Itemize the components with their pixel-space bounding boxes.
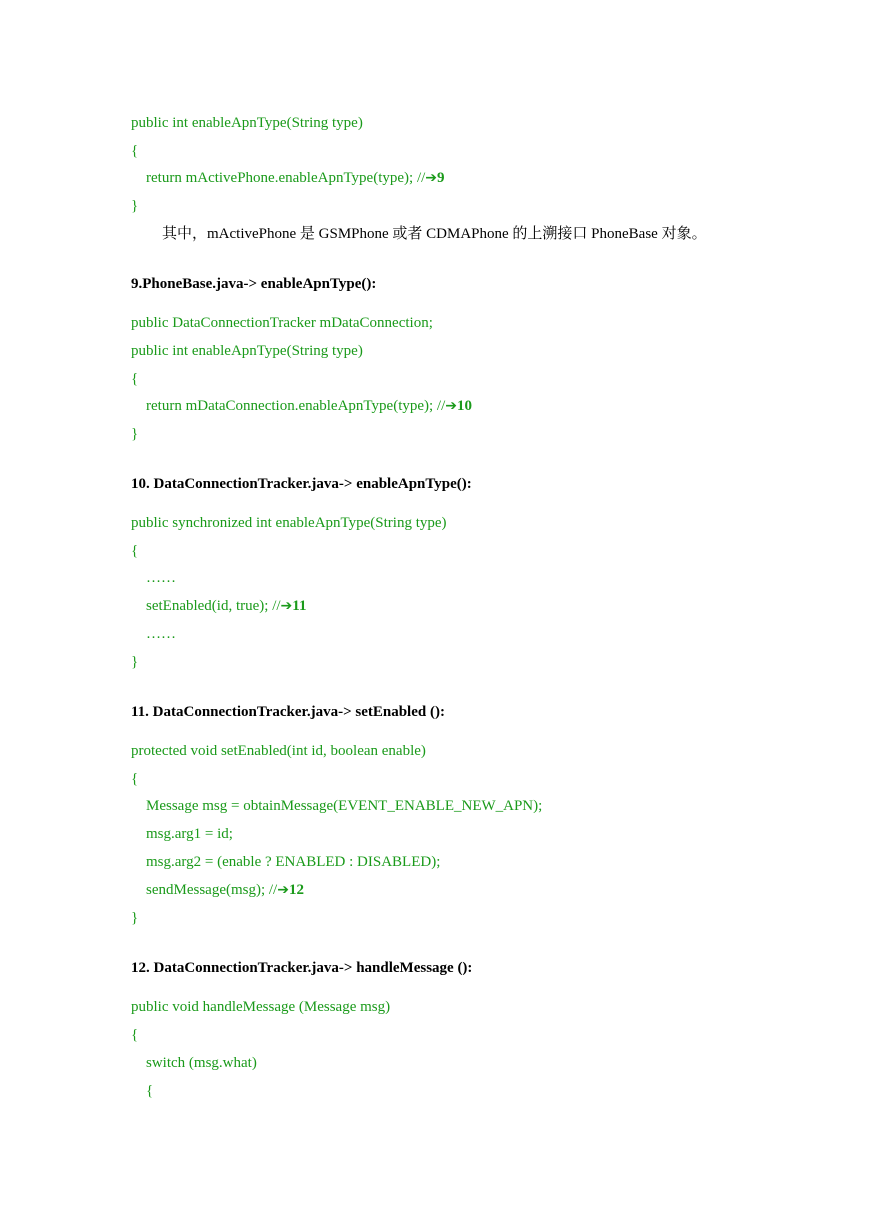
code-line-signature: protected void setEnabled(int id, boolean enable) [131, 743, 426, 759]
arrow-right-icon: ➔ [280, 598, 293, 614]
code-line: msg.arg2 = (enable ? ENABLED : DISABLED); [146, 854, 441, 870]
code-text: sendMessage(msg); // [146, 882, 278, 898]
step-reference: 10 [457, 398, 473, 414]
arrow-right-icon: ➔ [277, 882, 289, 898]
code-brace-close: } [131, 654, 139, 670]
code-brace-close: } [131, 910, 139, 926]
section-heading-10: 10. DataConnectionTracker.java-> enableApnType(): [131, 476, 472, 492]
code-brace-open: { [131, 1027, 139, 1043]
code-text: setEnabled(id, true); // [146, 598, 281, 614]
code-line-field: public DataConnectionTracker mDataConnection; [131, 315, 433, 331]
step-reference: 11 [292, 598, 307, 614]
step-reference: 12 [288, 882, 304, 898]
code-ellipsis: …… [146, 570, 176, 586]
code-line-send [146, 881, 304, 899]
code-line-signature: public int enableApnType(String type) [131, 343, 363, 359]
code-brace-close: } [131, 426, 139, 442]
code-brace-open: { [146, 1083, 154, 1099]
code-text: return mDataConnection.enableApnType(type); // [146, 398, 446, 414]
code-brace-open: { [131, 543, 139, 559]
code-line-return [146, 169, 445, 187]
code-brace-open: { [131, 371, 139, 387]
code-line-return [146, 397, 472, 415]
section-heading-9: 9.PhoneBase.java-> enableApnType(): [131, 276, 377, 292]
code-line-call [146, 597, 306, 615]
code-ellipsis: …… [146, 626, 176, 642]
arrow-right-icon: ➔ [445, 398, 458, 414]
code-line: msg.arg1 = id; [146, 826, 233, 842]
explanatory-paragraph: 其中，mActivePhone 是 GSMPhone 或者 CDMAPhone 的上溯接口 PhoneBase 对象。 [162, 226, 707, 242]
code-line-signature: public int enableApnType(String type) [131, 115, 363, 131]
section-heading-12: 12. DataConnectionTracker.java-> handleMessage (): [131, 960, 473, 976]
code-line-signature: public synchronized int enableApnType(String type) [131, 515, 447, 531]
code-brace-open: { [131, 771, 139, 787]
code-line-signature: public void handleMessage (Message msg) [131, 999, 391, 1015]
arrow-right-icon: ➔ [425, 170, 438, 186]
section-heading-11: 11. DataConnectionTracker.java-> setEnabled (): [131, 704, 445, 720]
code-line-switch: switch (msg.what) [146, 1055, 257, 1071]
step-reference: 9 [437, 170, 445, 186]
code-line: Message msg = obtainMessage(EVENT_ENABLE_NEW_APN); [146, 798, 543, 814]
code-text: return mActivePhone.enableApnType(type); // [146, 170, 426, 186]
code-brace-close: } [131, 198, 139, 214]
code-brace-open: { [131, 143, 139, 159]
